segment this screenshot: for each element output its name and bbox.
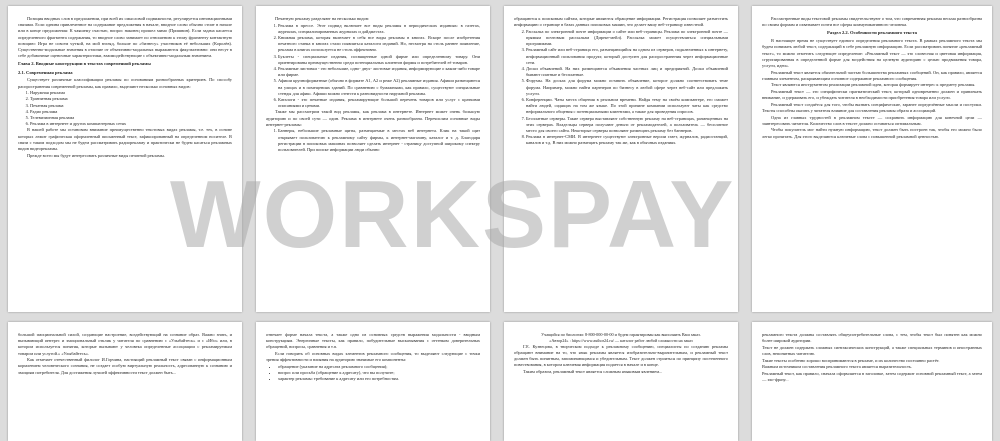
paragraph: Таким образом, рекламный текст является сложным языковым явлением... — [523, 368, 663, 374]
paragraph: Прежде всего мы будут интересовать различные виды печатной рекламы. — [27, 152, 165, 158]
list-item: • вопрос или просьба (обращение к адресату), что вы получите; — [278, 370, 480, 376]
document-page-1 — [8, 6, 242, 312]
paragraph: Г.Е. Кузнецова, в творческом подходе к рекламному сообщению, специалисты по созданию рекламы обращают внимание на то, что язык рекламы является изобразительно-выразительным, и рекламный текст должен быть понятным, запоминающимся и убедительным. Текст должен строиться по принципу постепенного повествования, в котором ключевая информация подается в начале и в конце. — [514, 343, 728, 368]
list-item: 6. Конференции. Чаты места общения в реальном времени. Найдя тему на своём компьютере, его сможет найти людей, сидящих на том же языке. По этой причине компании используют чаты как средство неформального общения с потенциальными клиентами, а также для проведения опросов. — [526, 97, 728, 116]
section-heading: Раздел 2.2. Особенности рекламного текста — [827, 30, 917, 36]
numbered-list — [514, 29, 728, 147]
list-item: 4. Доски объявлений. На них размещаются объявления частных лиц и предприятий. Доски объявлений бывают платные и бесплатные. — [526, 66, 728, 78]
paragraph: Рекламный текст — это специфически прагматический текст, который одновременно должен и привлекать внимание, и удерживать его, и убеждать читателя в необходимости приобретения товара или услуги. — [762, 88, 982, 101]
paragraph: Рекламный текст, как правило, сначала оформляется в заголовке, затем содержит основной рекламный текст, а затем — эхо-фразу... — [762, 370, 982, 382]
list-item: • обращение (указание на адресата рекламного сообщения); — [278, 364, 480, 370]
bullet-list — [266, 364, 480, 383]
page-body — [514, 332, 728, 435]
section-heading: 2.1. Современная реклама — [18, 69, 73, 75]
list-item: 5. Форумы. На досках для форума можно оставить объявление, которое должно соответствовать теме форума. Например, можно найти партнеров по бизнесу в любой сфере через веб-сайт или предложить услуги. — [526, 78, 728, 97]
document-page-3 — [504, 6, 738, 312]
list-item: • характер рекламы: требование к адресату или его потребностям. — [278, 376, 480, 382]
paragraph: Если говорить об основных видах элементов рекламного сообщения, то выделяют следующие с точки зрения эффективности и влияния на аудиторию значимые его компоненты: — [266, 351, 480, 363]
paragraph: Также мы рассмотрим такой вид рекламы, как реклама в интернете. Интернет может очень большую аудиторию и по своей сути — один. Реклама в интернете очень разнообразна. Перечислим основные виды интернет-рекламы: — [266, 109, 480, 127]
list-item: 5. Афиши крупноформатные (обычно в формате А1, А2 и реже А2) рекламные издания. Афиши размещаются на улицах и в помещениях зданий. По сравнению с бумажными, как правило, существуют специальные стенды для афиш. Афиши можно отнести к разновидности наружной рекламы. — [278, 78, 480, 97]
list-item: 6. Каталоги - это печатные издания, рекламирующие большой перечень товаров или услуг с краткими описаниями и ценами. — [278, 97, 480, 109]
list-item: 3. Печатная реклама — [30, 103, 232, 109]
list-item: 2. Транзитная реклама — [30, 96, 232, 102]
header-note: Учащийся по биологии: 8-800-000-00-00 и будем гарантирован как выполнить Ваш заказ. — [541, 332, 701, 337]
document-page-6 — [256, 322, 490, 441]
page-body — [266, 16, 480, 306]
list-item: 1. Баннеры, небольшие рекламные щиты, размещаемые в местах веб интернета. Клик на такой щит открывает пользователю к рекламному сайту фирмы, к интернет-магазину, каталог и т. д. Благодаря регистрации в поисковых машинах позволяет сделать интернет - страницу доступной широкому спектру пользователей. При поиске информации люди обычно — [278, 128, 480, 153]
page-body — [762, 332, 982, 435]
numbered-list — [266, 23, 480, 110]
list-item: 6. Реклама в интернете и других компьютерных сетях — [30, 121, 232, 127]
list-item: 2. Рассылка по электронной почте информации о сайте или веб-страницы. Реклама по электронной почте — прямым почтовым рассылкам (Директ-мейл). Рассылка может осуществляться специальными программами. — [526, 29, 728, 48]
numbered-list — [266, 128, 480, 153]
paragraph: Рекламный текст создаётся для того, чтобы вызвать специфические, заранее определённые мысли и поступки. Тексты способны оказать у читателя влияние для составления рекламы образа и ассоциаций. — [762, 101, 982, 113]
document-page-2 — [256, 6, 490, 312]
paragraph: Рассмотренные виды текстовой рекламы свидетельствуют о том, что современная реклама весьма разнообразна по своим формам и охватывает почти все сферы коммуникативного человека. — [762, 16, 982, 28]
watermark-logo: WORKSPAY — [170, 161, 736, 268]
section-heading: Глава 2. Вводные конструкции в текстах современной рекламы — [18, 61, 151, 67]
paragraph: Чтобы покупатель мог найти нужную информацию, текст должен быть построен так, чтобы его можно было легко прочитать. Для этого выделяются ключевые слова с повышенной рекламной ценностью. — [762, 127, 982, 139]
paragraph: Печатную рекламу разделяют на несколько видов: — [275, 16, 370, 21]
list-item: 1. Реклама в прессе. Этот подвид включает все виды рекламы в периодических изданиях: в газетах, журналах, специализированных журналах и дайджестах. — [278, 23, 480, 35]
paragraph: отвечает форме начала текста, а также одно из основных средств выражения модальности - вводным конструкциям. Энергичные тексты, как правило, побудительные высказывания с оттенком доверительных обращений, вопросы, сравнения и т.п. — [266, 332, 480, 350]
list-item: 5. Телевизионная реклама — [30, 115, 232, 121]
paragraph: Текст не должен содержать сложных синтаксических конструкций, а также специальных терминов и иностранных слов, непонятных читателю. — [762, 344, 982, 356]
document-page-8 — [752, 322, 992, 441]
list-item: 3. Рекламный сайт или веб-страница его, размещающийся на одном из серверов, подключенных к интернету, информационный пользования продукт, который доступен для распространения через информационные сети. — [526, 47, 728, 66]
list-item: 4. Радио реклама — [30, 109, 232, 115]
document-page-7 — [504, 322, 738, 441]
paragraph: В настоящее время не существует единого определения рекламного текста. В рамках рекламного текста мы будем понимать любой текст, содержащий в себе рекламную информацию. Если рассматривать понятие «рекламный текст», то можно отметить следующее определение: «Рекламный текст — это словесная и цветовая информация, сгруппированная в определенной форме для воздействия на целевую аудиторию с целью продвижения товара, услуги, идеи». — [762, 38, 982, 68]
page-body — [266, 332, 480, 435]
paragraph: Существует различные классификации рекламы по основаниям разнообразных критериев. По способу распространения современной рекламы, как правило, выделяют несколько основных видов: — [18, 77, 232, 89]
numbered-list — [18, 90, 232, 127]
document-page-5 — [8, 322, 242, 441]
list-item: 8. Реклама в интернет-СМИ. В интернете существуют электронные версии газет, журналов, радиостанций, каналов и т.д. В них можно размещать рекламу так же, как в обычных изданиях. — [526, 134, 728, 146]
page-body — [18, 16, 232, 306]
paragraph: Рекламный текст является обязательной частью большинства рекламных сообщений. Он, как правило, является главным элементом, раскрывающим основное содержание рекламного сообщения. — [762, 69, 982, 81]
header-note: «Автор24» : https://www.author24.ru/ — каталог работ любой сложности на заказ — [549, 337, 693, 343]
paragraph: Одна из главных трудностей в рекламном тексте — сохранить информацию для конечной цели — заинтересовать читателя. Количество слов в тексте должно оставаться оптимальным. — [762, 114, 982, 126]
list-item: 2. Книжная реклама, которая включает в себя все виды рекламы в книгах. Вскоре после изобретения печатного станка в книгах стали появляться каталоги изданий. Но, несмотря на столь раннее появление, реклама в книгах используется не столь эффективно. — [278, 35, 480, 54]
page-body — [762, 16, 982, 306]
paragraph: обращаются к поисковым сайтам, которые являются обращение информации. Регистрация позволяет разместить информацию о странице в базах данных поисковых машин, что делает вашу веб-страницу известной. — [514, 16, 728, 28]
paragraph: рекламного текста должны составлять общеупотребительные слова, с тем, чтобы текст был понятен как можно более широкой аудитории. — [762, 332, 982, 344]
list-item: 4. Рекламные листовки - это небольшие, одно- двух- листовые издания, информирующие о каком-либо товаре или фирме. — [278, 66, 480, 78]
paragraph: Текст являются инструментом реализации рекламной идеи, которая формирует интерес к предмету рекламы. — [771, 82, 976, 88]
paragraph: Важным источником составления рекламного текста является выразительность. — [762, 364, 912, 370]
list-item: 7. Бесплатные серверы. Такие сервера выставляют собственную рекламу на веб-страницах, размещенных на этих серверах. Владельцы сервера получают деньги от рекламодателей, а пользователь — бесплатное место для своего сайта. Некоторые серверы позволяют размещать рекламу без баннеров. — [526, 116, 728, 135]
page-body — [18, 332, 232, 435]
paragraph: большой эмоциональной силой, создающие настроение, воздействующий на сознание образ. Важно знать, и вызывающий интерес и эмоциональный отклик у читателя по сравнению с «Улыбайтесь» и с «Ибо» или, в котором используется понятия, которые вызывают у человека определенные ассоциации с рекламируемым товаром или услугой.» «Улыбайтесь». — [18, 332, 232, 356]
document-page-4 — [752, 6, 992, 312]
paragraph: Такие тексты особенно хорошо воспринимаются в рекламе, и их количество постоянно растёт. — [762, 357, 940, 363]
list-item: 3. Буклеты - специальные издания, посвященные одной фирме или определенному товару. Они ориентированы преимущественно среди потенциальных клиентов фирмы и потребителей её товаров. — [278, 54, 480, 66]
page-body — [514, 16, 728, 306]
paragraph: В нашей работе мы остановим внимание преимущественно текстовых видах рекламы, т.е. тех, в основе которых лежит графическая оформленный письменный текст, зафиксированный на определенном носителе. В связи с таким подходом мы не будем рассматривать радиорекламу и практически не будем касаться рекламных видов видеорекламы. — [18, 127, 232, 151]
list-item: 1. Наружная реклама — [30, 90, 232, 96]
paragraph: Позиция вводных слов в предложении, при всей их смысловой подвижности, регулируется интонационными связями. Если однина привлеченное на содержание предложения в начале, вводное слово обычно стоит в начале или в конце предложения: К чаяшему счастью, вопрос наконец прошел мимо (Пришвин). Если задача касается определенного фрагмента содержания, то вводное слово занимает по отношению к этому фрагменту контактную позицию: Игра не совсем чуткой, на мой взгляд, больше по «бизнесу» участников её небольших (Королёв). Существенно-модальные значения в отличие от объективно-модальных выражаются факультативно: они несут в себе добавочные оценочные характеристики, взаимодействующие с объективно-модальным значением. — [18, 16, 232, 59]
paragraph: Как отмечает отечественный филолог И.Горчина, настоящий рекламный текст связан с информационным кормлением человеческого сознания, не создает особую виртуальную реальность, адресованную к сознанию и эмоциям потребителя. Для достижения лучшей эффективности текст должен быть... — [18, 357, 232, 375]
